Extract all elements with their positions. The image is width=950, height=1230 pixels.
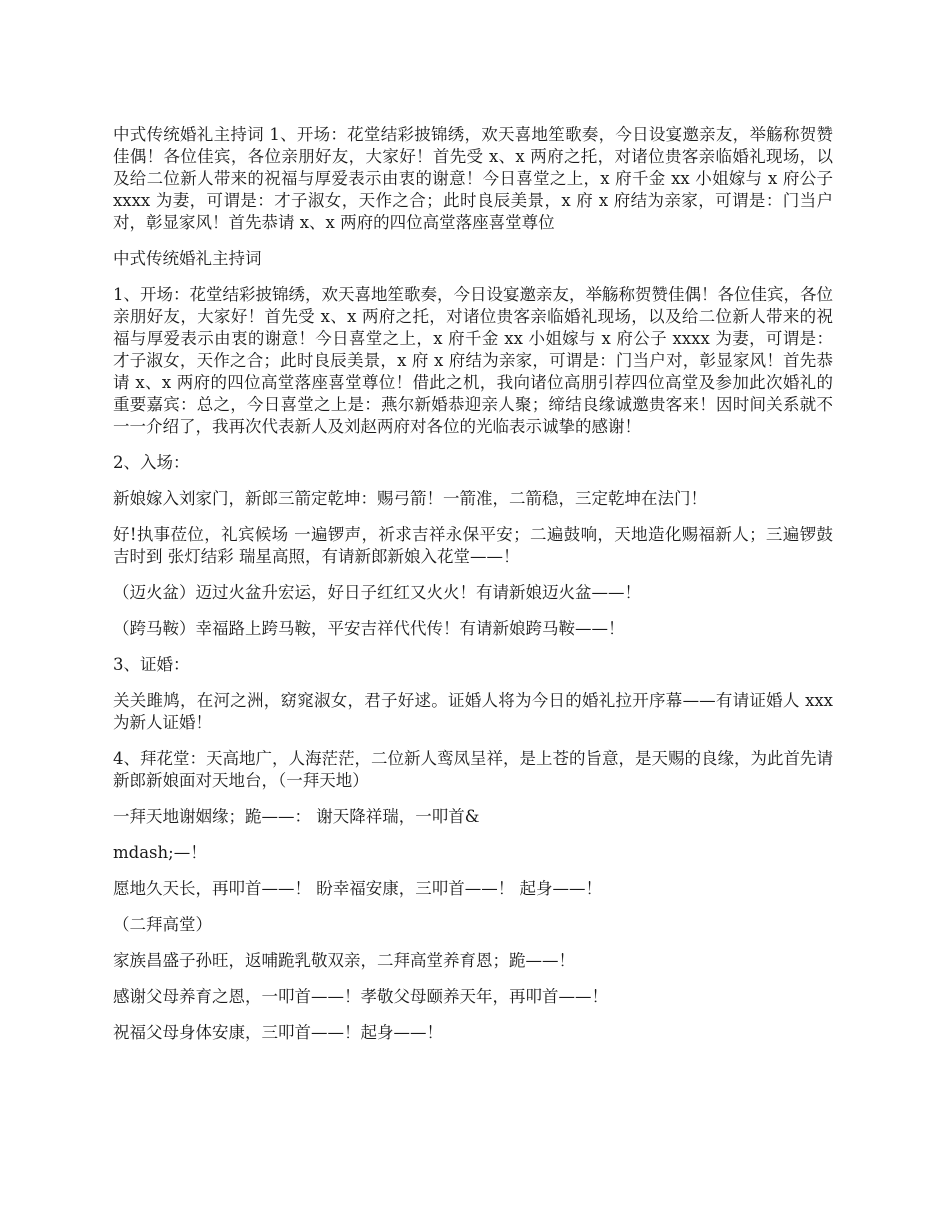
- bow-parents-paragraph-1: 家族昌盛子孙旺，返哺跪乳敬双亲，二拜高堂养育恩；跪——！: [113, 951, 575, 970]
- bow-parents-paragraph-3: 祝福父母身体安康，三叩首——！起身——！: [113, 1023, 443, 1042]
- section-heading-witness: 3、证婚：: [113, 655, 190, 674]
- entrance-paragraph-arrows: 新娘嫁入刘家门，新郎三箭定乾坤：赐弓箭！一箭准，二箭稳，三定乾坤在法门！: [113, 489, 707, 508]
- entrance-paragraph-gongs: 好!执事莅位，礼宾候场 一遍锣声，祈求吉祥永保平安；二遍鼓响，天地造化赐福新人；三遍锣鼓吉时到 张灯结彩 瑞星高照，有请新郎新娘入花堂——！: [113, 525, 833, 566]
- bow-parents-paragraph-2: 感谢父母养育之恩，一叩首——！孝敬父母颐养天年，再叩首——！: [113, 987, 608, 1006]
- bow-parents-heading: （二拜高堂）: [113, 915, 212, 934]
- bow-heaven-paragraph-3: 愿地久天长，再叩首——！ 盼幸福安康，三叩首——！ 起身——！: [113, 879, 602, 898]
- bow-heaven-paragraph-1: 一拜天地谢姻缘；跪——： 谢天降祥瑞，一叩首&: [113, 807, 480, 826]
- saddle-paragraph: （跨马鞍）幸福路上跨马鞍，平安吉祥代代传！有请新娘跨马鞍——！: [113, 619, 625, 638]
- section-heading-bowing: 4、拜花堂：天高地广，人海茫茫，二位新人鸾凤呈祥，是上苍的旨意，是天赐的良缘，为此首先请新郎新娘面对天地台，（一拜天地）: [113, 749, 833, 790]
- opening-paragraph: 1、开场：花堂结彩披锦绣，欢天喜地笙歌奏，今日设宴邀亲友，举觞称贺赞佳偶！各位佳宾，各位亲朋好友，大家好！首先受 x、x 两府之托，对诸位贵客亲临婚礼现场，以及给二位新人带来的祝福与厚爱表示由衷的谢意！今日喜堂之上，x 府千金 xx 小姐嫁与 x 府公子 xxxx 为妻，可谓是：才子淑女，天作之合；此时良辰美景，x 府 x 府结为亲家，可谓是：门当户对，彰显家风！首先恭请 x、x 两府的四位高堂落座喜堂尊位！借此之机，我向诸位高朋引荐四位高堂及参加此次婚礼的重要嘉宾：总之，今日喜堂之上是：燕尔新婚恭迎亲人聚；缔结良缘诚邀贵客来！因时间关系就不一一介绍了，我再次代表新人及刘赵两府对各位的光临表示诚挚的感谢！: [113, 285, 833, 436]
- document-title: 中式传统婚礼主持词: [113, 249, 262, 268]
- section-heading-entrance: 2、入场：: [113, 453, 190, 472]
- intro-paragraph: 中式传统婚礼主持词 1、开场：花堂结彩披锦绣，欢天喜地笙歌奏，今日设宴邀亲友，举觞称贺赞佳偶！各位佳宾，各位亲朋好友，大家好！首先受 x、x 两府之托，对诸位贵客亲临婚礼现场，以及给二位新人带来的祝福与厚爱表示由衷的谢意！今日喜堂之上，x 府千金 xx 小姐嫁与 x 府公子 xxxx 为妻，可谓是：才子淑女，天作之合；此时良辰美景，x 府 x 府结为亲家，可谓是：门当户对，彰显家风！首先恭请 x、x 两府的四位高堂落座喜堂尊位: [113, 125, 833, 232]
- bow-heaven-paragraph-2: mdash;—！: [113, 843, 207, 862]
- document-body: [113, 124, 833, 1058]
- fire-basin-paragraph: （迈火盆）迈过火盆升宏运，好日子红红又火火！有请新娘迈火盆——！: [113, 583, 641, 602]
- witness-paragraph: 关关雎鸠，在河之洲，窈窕淑女，君子好逑。证婚人将为今日的婚礼拉开序幕——有请证婚人 xxx 为新人证婚！: [113, 691, 833, 732]
